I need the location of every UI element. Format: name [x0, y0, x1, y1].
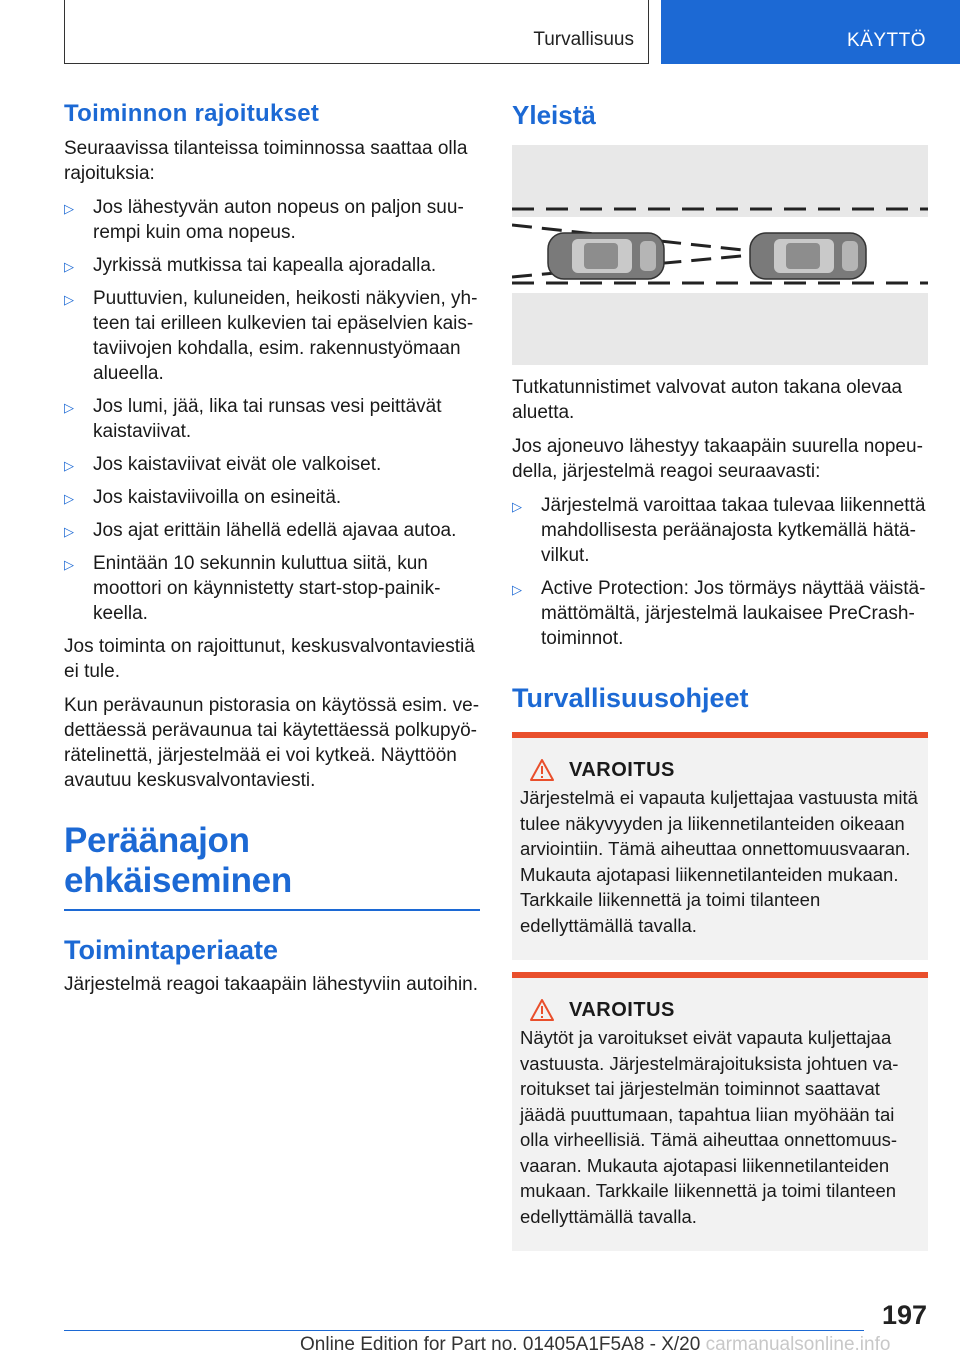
limits-para-1: Jos toiminta on rajoittunut, keskusvalvontaviestiä ei tule. [64, 636, 475, 682]
warning-1-text: Järjestelmä ei vapauta kuljettajaa vastuusta mitä tulee näkyvyyden ja liikennetilanteiden oikeaan arviointiin. Tämä aiheuttaa onnettomuusvaaran. Mukauta ajotapasi liikennetilanteiden mukaan. Tarkkaile liikennettä ja toimi tilanteen edellyttämällä tavalla. [520, 787, 918, 936]
left-column [64, 100, 480, 997]
limits-list-item [64, 485, 480, 510]
header-section-box [64, 0, 649, 64]
limits-list-item [64, 286, 480, 386]
warning-box-1 [512, 732, 928, 960]
limits-list-item-text: Jos ajat erittäin lähellä edellä ajavaa autoa. [93, 520, 457, 541]
bullet-triangle-icon: ▷ [512, 582, 522, 597]
general-list-item [512, 493, 928, 568]
bullet-triangle-icon: ▷ [64, 292, 74, 307]
main-heading-rule [64, 909, 480, 911]
two-cars-rear-radar-illustration [512, 145, 928, 365]
general-para-1: Tutkatunnistimet valvovat auton takana olevaa aluetta. [512, 377, 903, 423]
general-para-2: Jos ajoneuvo lähestyy takaapäin suurella nopeudella, järjestelmä reagoi seuraavasti: [512, 436, 923, 482]
bullet-triangle-icon: ▷ [64, 400, 74, 415]
car-rear-icon [548, 233, 664, 279]
limits-list-item-text: Jyrkissä mutkissa tai kapealla ajoradalla. [93, 255, 437, 276]
bullet-triangle-icon: ▷ [512, 499, 522, 514]
warning-box-2 [512, 972, 928, 1251]
header-chapter-box [661, 0, 960, 64]
footer-edition: Online Edition for Part no. 01405A1F5A8 - X/20 [300, 1334, 701, 1355]
bullet-triangle-icon: ▷ [64, 524, 74, 539]
limits-heading: Toiminnon rajoitukset [64, 100, 320, 127]
warning-1-title: VAROITUS [569, 758, 675, 781]
limits-list [64, 195, 480, 626]
warning-2-title: VAROITUS [569, 998, 675, 1021]
bullet-triangle-icon: ▷ [64, 201, 74, 216]
footer [300, 1334, 890, 1356]
limits-para-2: Kun perävaunun pistorasia on käytössä esim. vedettäessä perävaunua tai käytettäessä polkupyörätelinettä, järjestelmää ei voi kytkeä. Näyttöön avautuu keskusvalvontaviesti. [64, 695, 480, 791]
general-list-item [512, 576, 928, 651]
limits-list-item [64, 518, 480, 543]
header-section-title: Turvallisuus [533, 29, 634, 50]
general-heading: Yleistä [512, 100, 596, 130]
header-chapter-title: KÄYTTÖ [846, 30, 926, 51]
bullet-triangle-icon: ▷ [64, 259, 74, 274]
warning-triangle-icon [529, 998, 555, 1022]
limits-list-item-text: Jos lumi, jää, lika tai runsas vesi peittävät kaistaviivat. [93, 396, 442, 442]
footer-watermark[interactable]: carmanualsonline.info [705, 1334, 891, 1355]
warning-triangle-icon [529, 758, 555, 782]
limits-list-item [64, 551, 480, 626]
right-column [512, 100, 928, 1251]
general-list-item-text: Järjestelmä varoittaa takaa tulevaa liikennettä mahdollisesta peräänajosta kytkemällä hätävilkut. [541, 495, 926, 566]
footer-rule [64, 1330, 864, 1331]
limits-list-item [64, 253, 480, 278]
limits-list-item-text: Jos kaistaviivoilla on esineitä. [93, 487, 342, 508]
limits-list-item [64, 452, 480, 477]
principle-heading: Toimintaperiaate [64, 935, 279, 965]
bullet-triangle-icon: ▷ [64, 458, 74, 473]
warning-2-text: Näytöt ja varoitukset eivät vapauta kuljettajaa vastuusta. Järjestelmärajoituksista johtuen varoitukset tai järjestelmän toiminnot saattavat jäädä puuttumaan, tapahtua liian myöhään tai olla virheellisiä. Tämä aiheuttaa onnettomuusvaaran. Mukauta ajotapasi liikennetilanteiden mukaan. Tarkkaile liikennettä ja toimi tilanteen edellyttämällä tavalla. [520, 1027, 899, 1227]
main-heading: Peräänajon ehkäiseminen [64, 821, 292, 900]
limits-list-item-text: Jos lähestyvän auton nopeus on paljon suurempi kuin oma nopeus. [93, 197, 464, 243]
limits-intro: Seuraavissa tilanteissa toiminnossa saattaa olla rajoituksia: [64, 138, 468, 184]
limits-list-item [64, 195, 480, 245]
car-front-icon [750, 233, 866, 279]
bullet-triangle-icon: ▷ [64, 491, 74, 506]
page-number: 197 [881, 1300, 927, 1330]
safety-heading: Turvallisuusohjeet [512, 683, 749, 713]
principle-text: Järjestelmä reagoi takaapäin lähestyviin autoihin. [64, 974, 479, 995]
bullet-triangle-icon: ▷ [64, 557, 74, 572]
limits-list-item [64, 394, 480, 444]
limits-list-item-text: Jos kaistaviivat eivät ole valkoiset. [93, 454, 382, 475]
general-list-item-text: Active Protection: Jos törmäys näyttää väistämättömältä, järjestelmä laukaisee PreCrash-toiminnot. [541, 578, 926, 649]
general-list [512, 493, 928, 651]
limits-list-item-text: Enintään 10 sekunnin kuluttua siitä, kun moottori on käynnistetty start-stop-painikkeella. [93, 553, 441, 624]
limits-list-item-text: Puuttuvien, kuluneiden, heikosti näkyvien, yhteen tai erilleen kulkevien tai epäselvien kaistaviivojen kohdalla, esim. rakennustyömaan alueella. [93, 288, 478, 384]
